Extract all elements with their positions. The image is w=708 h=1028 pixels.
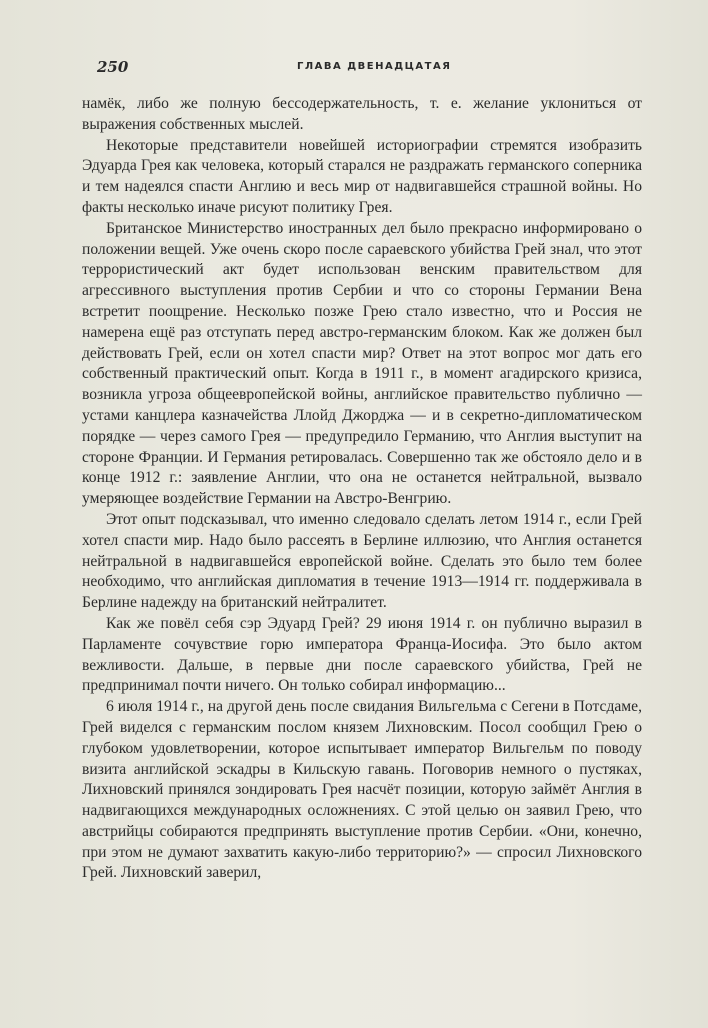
- page-header: [97, 58, 645, 78]
- paragraph: 6 июля 1914 г., на другой день после свидания Вильгельма с Сегени в Потсдаме, Грей виделся с германским послом князем Лихновским. Посол сообщил Грею о глубоком удовлетворении, которое испытывает император Вильгельм по поводу визита английской эскадры в Кильскую гавань. Поговорив немного о пустяках, Лихновский принялся зондировать Грея насчёт позиции, которую займёт Англия в надвигающихся международных осложнениях. С этой целью он заявил Грею, что австрийцы собираются предпринять выступление против Сербии. «Они, конечно, при этом не думают захватить какую-либо территорию?» — спросил Лихновского Грей. Лихновский заверил,: [82, 698, 642, 882]
- page-number: 250: [97, 58, 129, 76]
- paragraph: Британское Министерство иностранных дел было прекрасно информировано о положении вещей. Уже очень скоро после сараевского убийства Грей знал, что этот террористический акт будет использован венским правительством для агрессивного выступления против Сербии и что со стороны Германии Вена встретит поощрение. Несколько позже Грею стало известно, что и Россия не намерена ещё раз отступать перед австро-германским блоком. Как же должен был действовать Грей, если он хотел спасти мир? Ответ на этот вопрос мог дать его собственный практический опыт. Когда в 1911 г., в момент агадирского кризиса, возникла угроза общеевропейской войны, английское правительство публично — устами канцлера казначейства Ллойд Джорджа — и в секретно-дипломатическом порядке — через самого Грея — предупредило Германию, что Англия выступит на стороне Франции. И Германия ретировалась. Совершенно так же обстояло дело и в конце 1912 г.: заявление Англии, что она не останется нейтральной, вызвало умеряющее воздействие Германии на Австро-Венгрию.: [82, 219, 642, 508]
- body-text: [82, 94, 642, 884]
- running-head: ГЛАВА ДВЕНАДЦАТАЯ: [297, 61, 452, 72]
- paragraph: Этот опыт подсказывал, что именно следовало сделать летом 1914 г., если Грей хотел спасти мир. Надо было рассеять в Берлине иллюзию, что Англия останется нейтральной в надвигавшейся европейской войне. Сделать это было тем более необходимо, что английская дипломатия в течение 1913—1914 гг. поддерживала в Берлине надежду на британский нейтралитет.: [82, 510, 642, 612]
- paragraph: Некоторые представители новейшей историографии стремятся изобразить Эдуарда Грея как человека, который старался не раздражать германского соперника и тем надеялся спасти Англию и весь мир от надвигавшейся страшной войны. Но факты несколько иначе рисуют политику Грея.: [82, 136, 642, 216]
- paragraph: намёк, либо же полную бессодержательность, т. е. желание уклониться от выражения собственных мыслей.: [82, 95, 642, 133]
- paragraph: Как же повёл себя сэр Эдуард Грей? 29 июня 1914 г. он публично выразил в Парламенте сочувствие горю императора Франца-Иосифа. Это было актом вежливости. Дальше, в первые дни после сараевского убийства, Грей не предпринимал почти ничего. Он только собирал информацию...: [82, 614, 642, 695]
